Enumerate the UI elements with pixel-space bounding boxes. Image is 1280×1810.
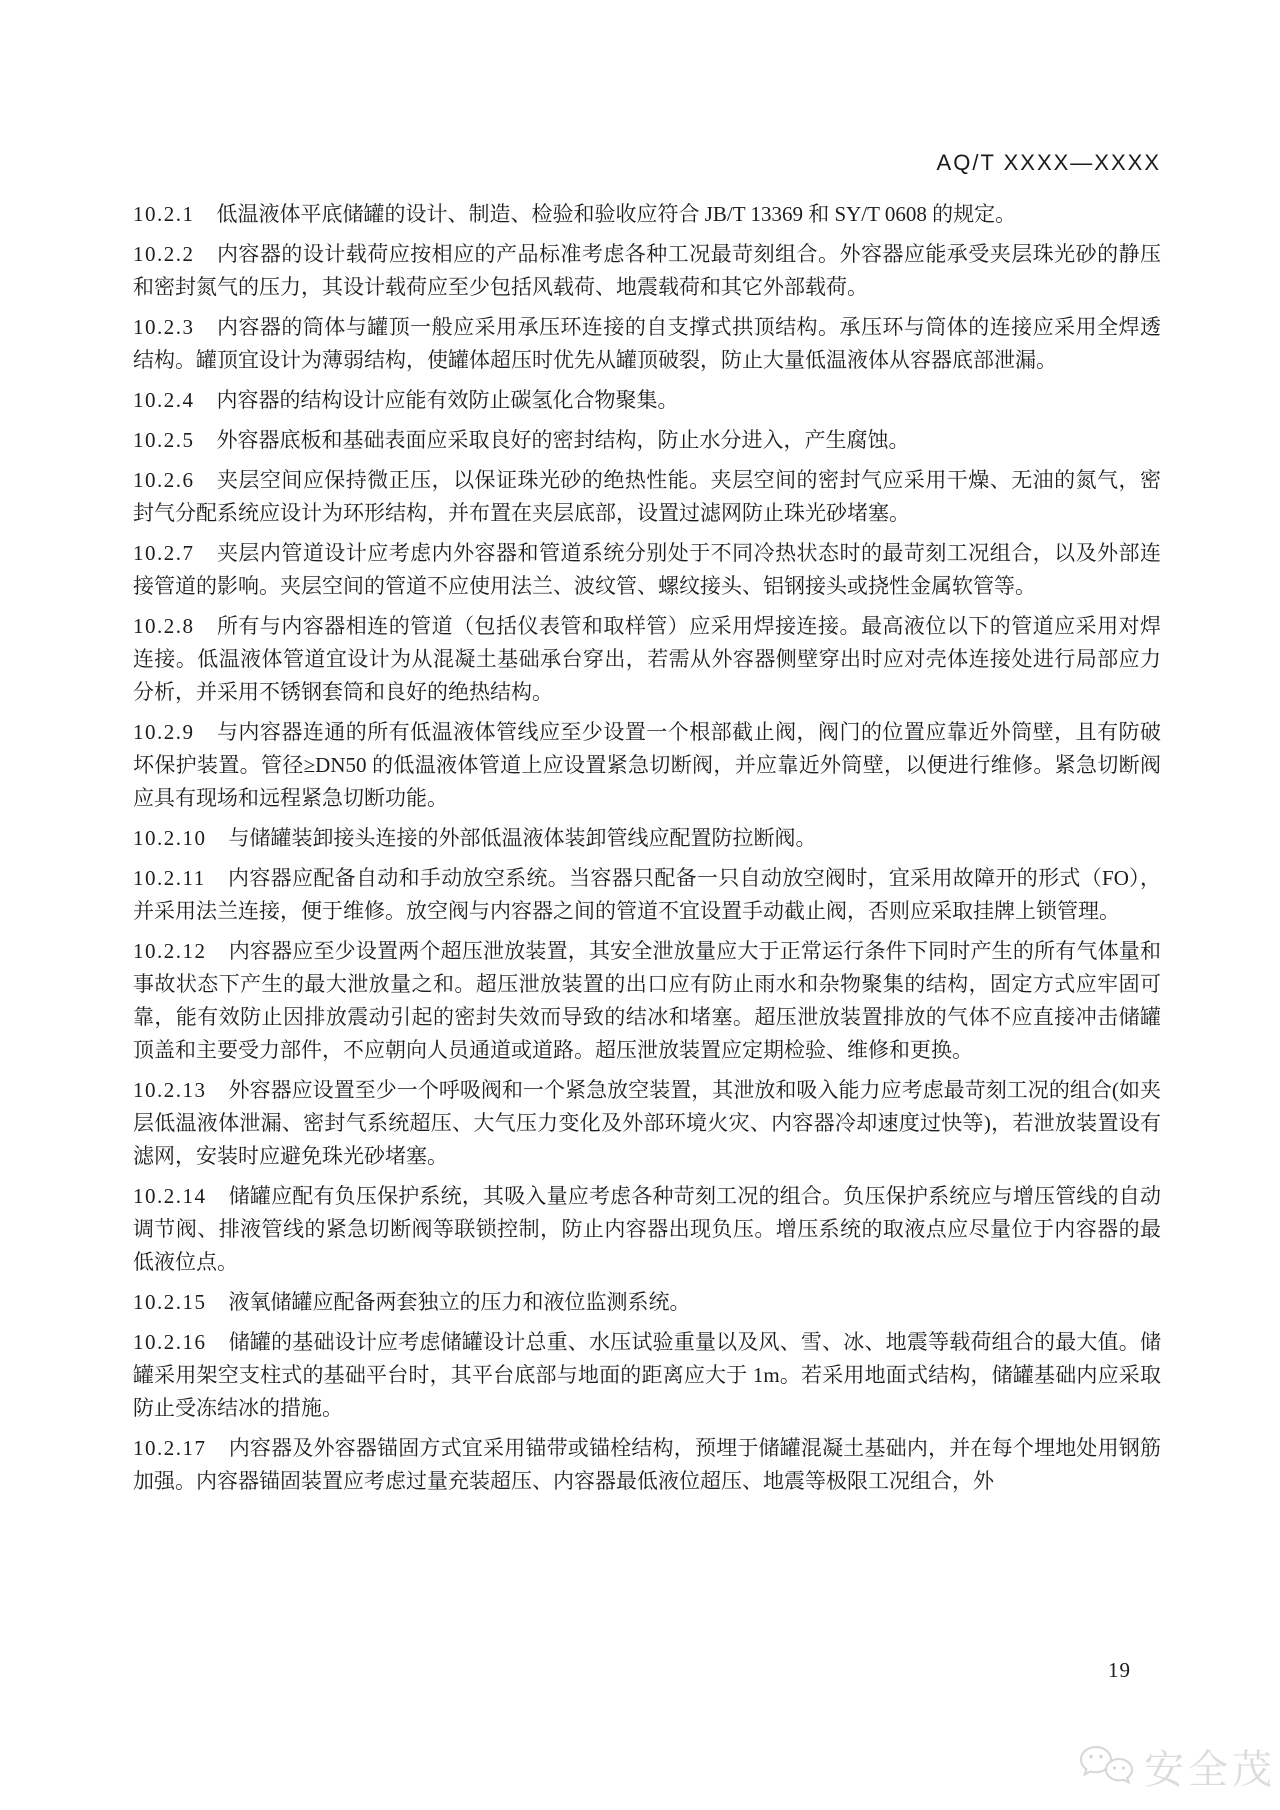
clause-text: 内容器应至少设置两个超压泄放装置，其安全泄放量应大于正常运行条件下同时产生的所有气体量和事故状态下产生的最大泄放量之和。超压泄放装置的出口应有防止雨水和杂物聚集的结构，固定方式应牢固可靠，能有效防止因排放震动引起的密封失效而导致的结冰和堵塞。超压泄放装置排放的气体不应直接冲击储罐顶盖和主要受力部件，不应朝向人员通道或道路。超压泄放装置应定期检验、维修和更换。 bbox=[133, 939, 1161, 1062]
clause-number: 10.2.11 bbox=[133, 866, 206, 890]
clause-number: 10.2.4 bbox=[133, 388, 195, 412]
clause-text: 与储罐装卸接头连接的外部低温液体装卸管线应配置防拉断阀。 bbox=[228, 826, 817, 850]
clause-number: 10.2.7 bbox=[133, 541, 195, 565]
clause-text: 内容器的设计载荷应按相应的产品标准考虑各种工况最苛刻组合。外容器应能承受夹层珠光砂的静压和密封氮气的压力，其设计载荷应至少包括风载荷、地震载荷和其它外部载荷。 bbox=[133, 242, 1161, 299]
clause-paragraph bbox=[133, 610, 1161, 709]
clause-number: 10.2.13 bbox=[133, 1078, 207, 1102]
watermark-text: 安全茂 bbox=[1144, 1748, 1276, 1792]
clause-text: 夹层内管道设计应考虑内外容器和管道系统分别处于不同冷热状态时的最苛刻工况组合，以及外部连接管道的影响。夹层空间的管道不应使用法兰、波纹管、螺纹接头、铝钢接头或挠性金属软管等。 bbox=[133, 541, 1161, 598]
clause-number: 10.2.2 bbox=[133, 242, 195, 266]
clause-paragraph bbox=[133, 537, 1161, 603]
clause-number: 10.2.12 bbox=[133, 939, 207, 963]
clause-text: 所有与内容器相连的管道（包括仪表管和取样管）应采用焊接连接。最高液位以下的管道应采用对焊连接。低温液体管道宜设计为从混凝土基础承台穿出，若需从外容器侧壁穿出时应对壳体连接处进行局部应力分析，并采用不锈钢套筒和良好的绝热结构。 bbox=[133, 614, 1161, 704]
clause-paragraph bbox=[133, 822, 1161, 855]
clause-paragraph bbox=[133, 424, 1161, 457]
clause-paragraph bbox=[133, 384, 1161, 417]
clause-paragraph bbox=[133, 935, 1161, 1067]
clause-number: 10.2.15 bbox=[133, 1290, 207, 1314]
watermark bbox=[1078, 1738, 1276, 1795]
clause-number: 10.2.9 bbox=[133, 720, 195, 744]
clause-number: 10.2.5 bbox=[133, 428, 195, 452]
clause-paragraph bbox=[133, 1180, 1161, 1279]
clause-text: 与内容器连通的所有低温液体管线应至少设置一个根部截止阀，阀门的位置应靠近外筒壁，且有防破坏保护装置。管径≥DN50 的低温液体管道上应设置紧急切断阀，并应靠近外筒壁，以便进行维修。紧急切断阀应具有现场和远程紧急切断功能。 bbox=[133, 720, 1161, 810]
clause-paragraph bbox=[133, 716, 1161, 815]
clause-paragraph bbox=[133, 464, 1161, 530]
clauses-container bbox=[133, 198, 1161, 1505]
clause-text: 内容器应配备自动和手动放空系统。当容器只配备一只自动放空阀时，宜采用故障开的形式（FO），并采用法兰连接，便于维修。放空阀与内容器之间的管道不宜设置手动截止阀，否则应采取挂牌上锁管理。 bbox=[133, 866, 1161, 923]
clause-number: 10.2.17 bbox=[133, 1436, 207, 1460]
clause-paragraph bbox=[133, 1286, 1161, 1319]
document-code-header: AQ/T XXXX—XXXX bbox=[936, 150, 1161, 175]
clause-text: 内容器的结构设计应能有效防止碳氢化合物聚集。 bbox=[216, 388, 679, 412]
clause-paragraph bbox=[133, 238, 1161, 304]
clause-number: 10.2.10 bbox=[133, 826, 207, 850]
clause-number: 10.2.1 bbox=[133, 202, 195, 226]
clause-paragraph bbox=[133, 311, 1161, 377]
clause-paragraph bbox=[133, 1432, 1161, 1498]
clause-number: 10.2.14 bbox=[133, 1184, 207, 1208]
clause-text: 外容器应设置至少一个呼吸阀和一个紧急放空装置，其泄放和吸入能力应考虑最苛刻工况的组合(如夹层低温液体泄漏、密封气系统超压、大气压力变化及外部环境火灾、内容器冷却速度过快等)，若泄放装置设有滤网，安装时应避免珠光砂堵塞。 bbox=[133, 1078, 1161, 1168]
clause-number: 10.2.16 bbox=[133, 1330, 207, 1354]
clause-text: 低温液体平底储罐的设计、制造、检验和验收应符合 JB/T 13369 和 SY/T 0608 的规定。 bbox=[216, 202, 1017, 226]
clause-paragraph bbox=[133, 198, 1161, 231]
clause-text: 夹层空间应保持微正压，以保证珠光砂的绝热性能。夹层空间的密封气应采用干燥、无油的氮气，密封气分配系统应设计为环形结构，并布置在夹层底部，设置过滤网防止珠光砂堵塞。 bbox=[133, 468, 1161, 525]
clause-paragraph bbox=[133, 1326, 1161, 1425]
clause-text: 外容器底板和基础表面应采取良好的密封结构，防止水分进入，产生腐蚀。 bbox=[216, 428, 910, 452]
wechat-chat-bubbles-icon bbox=[1078, 1743, 1136, 1791]
clause-paragraph bbox=[133, 1074, 1161, 1173]
clause-text: 内容器的筒体与罐顶一般应采用承压环连接的自支撑式拱顶结构。承压环与筒体的连接应采用全焊透结构。罐顶宜设计为薄弱结构，使罐体超压时优先从罐顶破裂，防止大量低温液体从容器底部泄漏。 bbox=[133, 315, 1161, 372]
clause-text: 内容器及外容器锚固方式宜采用锚带或锚栓结构，预埋于储罐混凝土基础内，并在每个埋地处用钢筋加强。内容器锚固装置应考虑过量充装超压、内容器最低液位超压、地震等极限工况组合，外 bbox=[133, 1436, 1161, 1493]
clause-text: 储罐应配有负压保护系统，其吸入量应考虑各种苛刻工况的组合。负压保护系统应与增压管线的自动调节阀、排液管线的紧急切断阀等联锁控制，防止内容器出现负压。增压系统的取液点应尽量位于内容器的最低液位点。 bbox=[133, 1184, 1161, 1274]
clause-text: 液氧储罐应配备两套独立的压力和液位监测系统。 bbox=[228, 1290, 691, 1314]
page-number: 19 bbox=[1108, 1658, 1131, 1682]
clause-number: 10.2.6 bbox=[133, 468, 195, 492]
clause-number: 10.2.8 bbox=[133, 614, 195, 638]
clause-text: 储罐的基础设计应考虑储罐设计总重、水压试验重量以及风、雪、冰、地震等载荷组合的最大值。储罐采用架空支柱式的基础平台时，其平台底部与地面的距离应大于 1m。若采用地面式结构，储罐基础内应采取防止受冻结冰的措施。 bbox=[133, 1330, 1161, 1420]
clause-number: 10.2.3 bbox=[133, 315, 195, 339]
clause-paragraph bbox=[133, 862, 1161, 928]
